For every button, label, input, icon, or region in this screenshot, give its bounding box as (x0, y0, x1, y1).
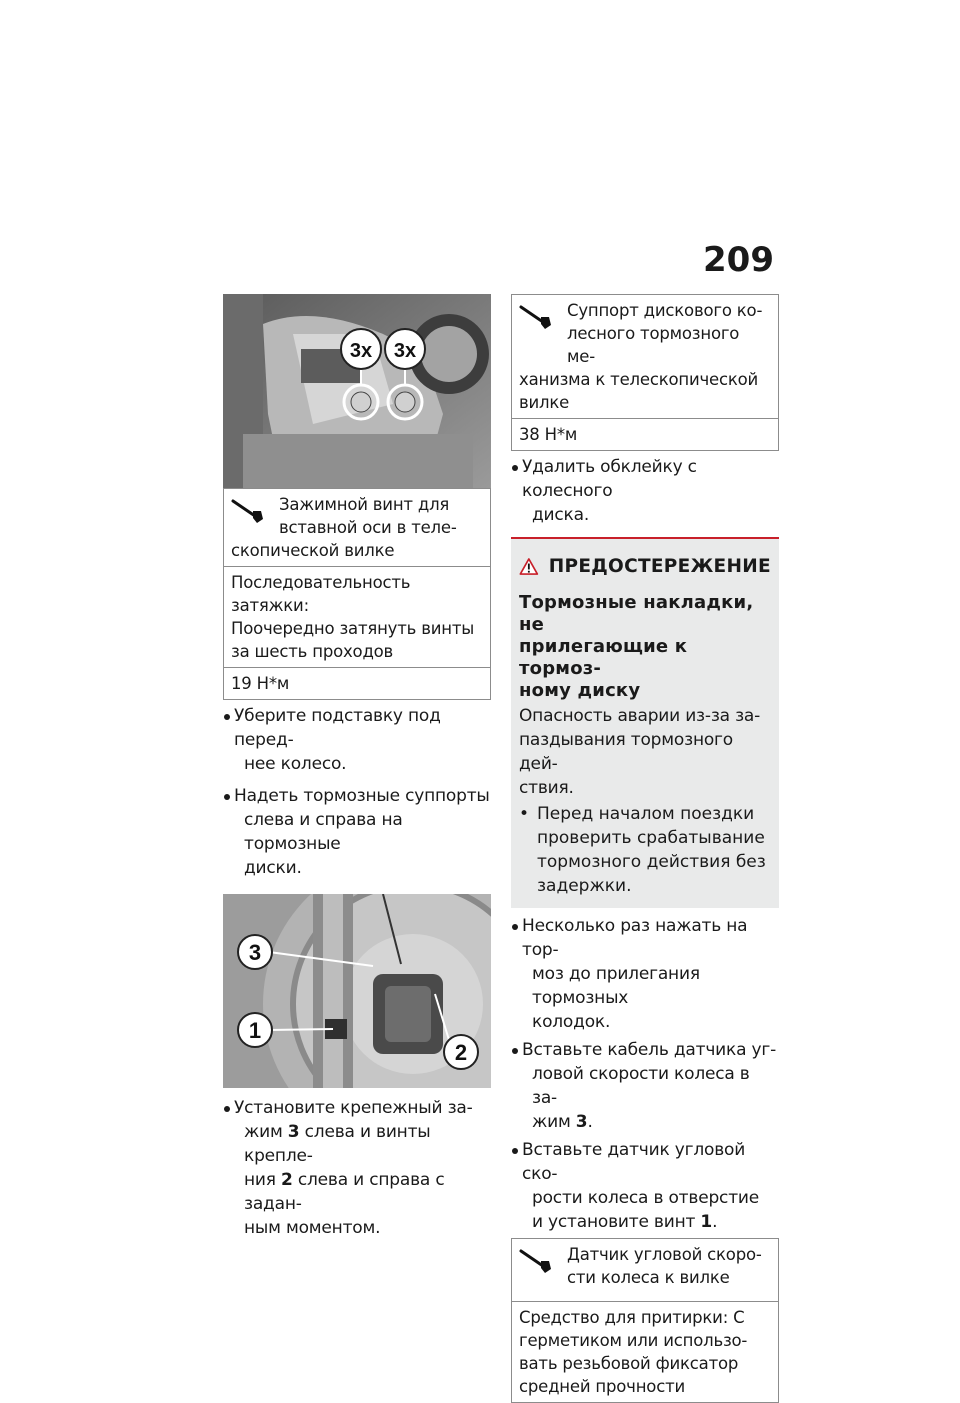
wrench-icon (231, 497, 265, 525)
warning-box (511, 537, 779, 908)
photo-label-1: 1 (248, 1018, 262, 1043)
right-column (511, 294, 779, 1403)
list-item: Уберите подставку под перед- нее колесо. (223, 704, 491, 776)
spec-sealant: Средство для притирки: С герметиком или использо- вать резьбовой фиксатор средней прочности (512, 1301, 778, 1402)
spec-tightening-sequence: Последовательность затяжки: Поочередно затянуть винты за шесть проходов (224, 566, 490, 667)
photo-brake-caliper (223, 894, 491, 1088)
page-number: 209 (703, 240, 774, 280)
warning-headline: Тормозные накладки, не прилегающие к тормоз- ному диску (519, 592, 754, 701)
list-item: Надеть тормозные суппорты слева и справа на тормозные диски. (223, 784, 491, 880)
spec-heading: Датчик угловой скоро- сти колеса к вилке (512, 1239, 778, 1301)
torque-spec-axle-clamp (223, 488, 491, 700)
spec-torque-value: 38 Н*м (512, 418, 778, 450)
left-column (223, 294, 491, 1244)
list-item: Вставьте кабель датчика уг- ловой скорости колеса в за- жим 3. (511, 1038, 779, 1134)
warning-title: ПРЕДОСТЕРЕЖЕНИЕ (548, 556, 771, 577)
instruction-list-1 (223, 704, 491, 880)
instruction-list-2 (223, 1096, 491, 1240)
photo-label-3: 3 (248, 940, 262, 965)
warning-body: Опасность аварии из-за за- паздывания тормозного дей- ствия. (519, 706, 761, 798)
warning-triangle-icon (519, 553, 539, 580)
photo-label-3x-b: 3x (393, 340, 417, 362)
photo-axle-clamp (223, 294, 491, 488)
instruction-list-4 (511, 914, 779, 1234)
spec-heading: Зажимной винт для вставной оси в теле- скопической вилке (231, 495, 457, 560)
photo-label-3x-a: 3x (349, 340, 373, 362)
list-item: Вставьте датчик угловой ско- рости колеса в отверстие и установите винт 1. (511, 1138, 779, 1234)
torque-spec-sensor (511, 1238, 779, 1403)
list-item: • Перед началом поездки проверить срабатывание тормозного действия без задержки. (519, 802, 771, 898)
warning-list (519, 802, 771, 898)
spec-torque-value: 19 Н*м (224, 667, 490, 699)
torque-spec-caliper (511, 294, 779, 451)
wrench-icon (519, 303, 553, 331)
photo-label-2: 2 (454, 1040, 468, 1065)
wrench-icon (519, 1247, 553, 1275)
list-item: Установите крепежный за- жим 3 слева и винты крепле- ния 2 слева и справа с задан- ным моментом. (223, 1096, 491, 1240)
list-item: Удалить обклейку с колесного диска. (511, 455, 779, 527)
list-item: Несколько раз нажать на тор- моз до прилегания тормозных колодок. (511, 914, 779, 1034)
spec-heading: Суппорт дискового ко- лесного тормозного ме- ханизма к телескопической вилке (519, 301, 763, 412)
instruction-list-3 (511, 455, 779, 527)
